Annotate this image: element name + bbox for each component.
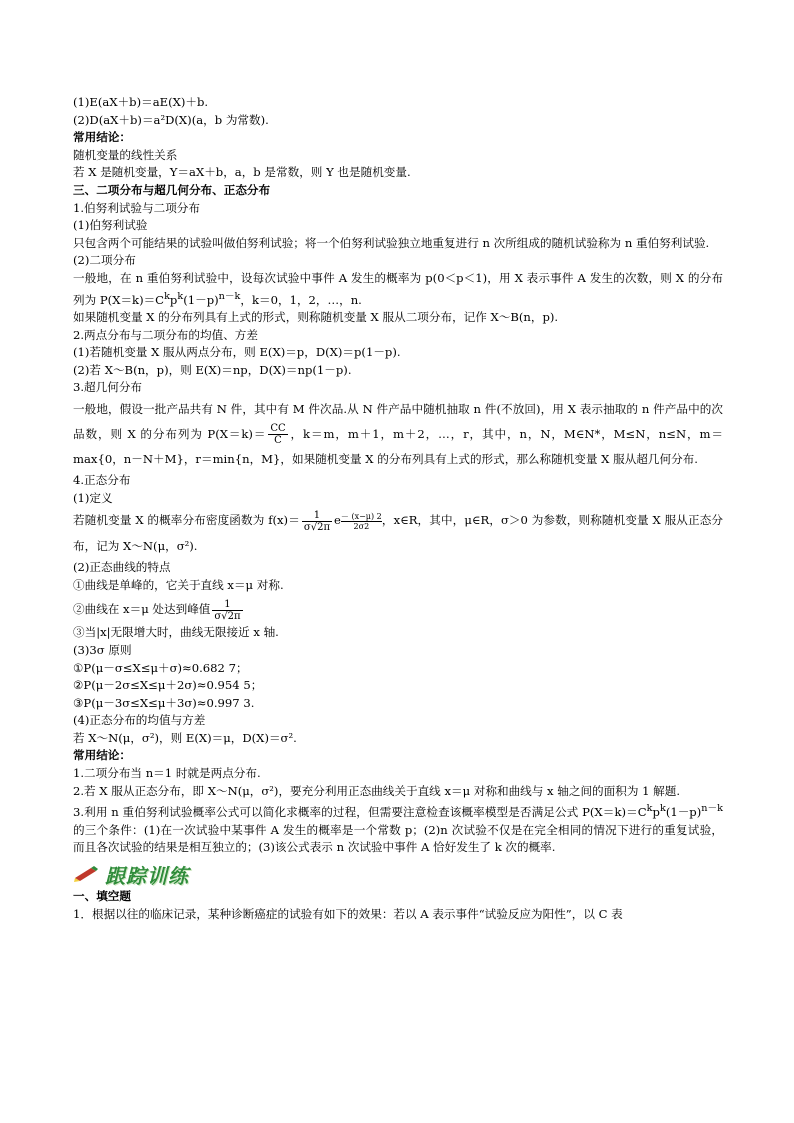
text-line: 2.两点分布与二项分布的均值、方差: [73, 327, 258, 342]
text-line: 随机变量的线性关系: [73, 147, 178, 162]
text-run: 一般地，在 n 重伯努利试验中，设每次试验中事件 A 发生的概率为 p(0＜p＜1)，用 X 表示事件 A 发生的次数，则 X 的分布列为 P(X＝k)＝C: [73, 270, 723, 307]
superscript: k: [659, 803, 666, 815]
text-line: (1)定义: [73, 490, 113, 505]
text-line: (4)正态分布的均值与方差: [73, 713, 206, 728]
text-run: ，k＝0，1，2，…，n.: [240, 292, 362, 307]
fraction: [302, 510, 332, 533]
fraction-denominator: σ√2π: [303, 521, 331, 533]
text-line: ①曲线是单峰的，它关于直线 x＝μ 对称.: [73, 577, 284, 592]
text-line: 若 X 是随机变量，Y＝aX＋b，a，b 是常数，则 Y 也是随机变量.: [73, 165, 411, 180]
fraction-denominator: C: [274, 435, 282, 447]
superscript: n－k: [701, 803, 723, 815]
training-banner: [73, 860, 723, 886]
text-line: 若 X～N(μ，σ²)，则 E(X)＝μ，D(X)＝σ².: [73, 730, 297, 745]
text-run: ②曲线在 x＝μ 处达到峰值: [73, 602, 211, 617]
text-run: p: [652, 805, 660, 820]
text-line: (3)3σ 原则: [73, 642, 132, 657]
fraction-numerator: 1: [302, 510, 332, 522]
exponent: [341, 512, 382, 531]
exponential-base: e: [334, 513, 341, 528]
fraction: [212, 599, 242, 622]
pencil-icon: [73, 864, 99, 882]
section-label: 常用结论：: [73, 748, 131, 763]
text-line: 如果随机变量 X 的分布列具有上式的形式，则称随机变量 X 服从二项分布，记作 X～B(n，p).: [73, 309, 559, 324]
exponent-numerator: － (x−μ) 2: [340, 511, 382, 521]
text-line: (1)E(aX＋b)＝aE(X)＋b.: [73, 95, 209, 109]
section-label: 常用结论：: [73, 130, 131, 145]
paragraph: [73, 270, 723, 309]
text-line: 1.二项分布当 n＝1 时就是两点分布.: [73, 766, 261, 781]
superscript: k: [177, 290, 184, 302]
text-line: ①P(μ－σ≤X≤μ＋σ)≈0.682 7；: [73, 660, 248, 675]
text-run: ，x∈R，其中，μ∈R，σ＞0 为参数，则称随机变量 X 服从正态分布，记为 X～N(μ，σ²).: [73, 513, 723, 554]
fraction-denominator: σ√2π: [214, 610, 241, 622]
text-line: ③P(μ－3σ≤X≤μ＋3σ)≈0.997 3.: [73, 695, 255, 710]
text-line: (2)正态曲线的特点: [73, 560, 171, 575]
question-text: 1．根据以往的临床记录，某种诊断癌症的试验有如下的效果：若以 A 表示事件“试验反应为阳性”，以 C 表: [73, 906, 623, 921]
exponent-denominator: 2σ2: [353, 521, 370, 531]
superscript: n－k: [218, 290, 241, 302]
paragraph: [73, 507, 723, 559]
paragraph: 2.若 X 服从正态分布，即 X～N(μ，σ²)，要充分利用正态曲线关于直线 x＝μ 对称和曲线与 x 轴之间的面积为 1 解题.: [73, 783, 681, 798]
fraction: [268, 423, 287, 446]
text-run: (1－p): [665, 805, 702, 820]
section-heading: 三、二项分布与超几何分布、正态分布: [73, 182, 271, 197]
text-line: 4.正态分布: [73, 472, 131, 487]
paragraph: [73, 397, 723, 472]
text-line: [73, 594, 723, 624]
document-page: [73, 94, 723, 923]
text-line: (2)D(aX＋b)＝a²D(X)(a，b 为常数).: [73, 112, 269, 127]
paragraph: 只包含两个可能结果的试验叫做伯努利试验；将一个伯努利试验独立地重复进行 n 次所组成的随机试验称为 n 重伯努利试验.: [73, 235, 710, 250]
paragraph: [73, 800, 723, 857]
text-run: 3.利用 n 重伯努利试验概率公式可以简化求概率的过程，但需要注意检查该概率模型是否满足公式 P(X＝k)＝C: [73, 805, 647, 820]
text-line: ③当|x|无限增大时，曲线无限接近 x 轴.: [73, 625, 279, 640]
text-run: p: [169, 292, 178, 307]
superscript: k: [646, 803, 653, 815]
section-heading: 一、填空题: [73, 888, 131, 903]
fraction-numerator: 1: [212, 599, 242, 611]
text-line: (1)若随机变量 X 服从两点分布，则 E(X)＝p，D(X)＝p(1－p).: [73, 345, 401, 360]
banner-title: 跟踪训练: [105, 863, 189, 888]
fraction-numerator: CC: [270, 423, 286, 435]
text-line: ②P(μ－2σ≤X≤μ＋2σ)≈0.954 5；: [73, 678, 263, 693]
text-run: (1－p): [183, 292, 219, 307]
text-line: 3.超几何分布: [73, 380, 143, 395]
text-run: 一般地，假设一批产品共有 N 件，其中有 M 件次品.从 N 件产品中随机抽取 n 件(不放回)，用 X 表示抽取的 n 件产品中的次品数，则 X 的分布列为 P(X＝k)＝: [73, 401, 723, 441]
superscript: k: [164, 290, 170, 302]
text-run: ，k＝m，m＋1，m＋2，…，r，其中，n，N，M∈N*，M≤N，n≤N，m＝max{0，n－N＋M}，r＝min{n，M}，如果随机变量 X 的分布列具有上式的形式，那么称随机变量 X 服从超几何分布.: [73, 426, 723, 466]
text-line: (1)伯努利试验: [73, 218, 148, 233]
text-line: (2)若 X～B(n，p)，则 E(X)＝np，D(X)＝np(1－p).: [73, 362, 352, 377]
text-line: (2)二项分布: [73, 253, 136, 268]
text-run: 的三个条件：(1)在一次试验中某事件 A 发生的概率是一个常数 p；(2)n 次试验不仅是在完全相同的情况下进行的重复试验，而且各次试验的结果是相互独立的；(3)该公式表示 n 次试验中事件 A 恰好发生了 k 次的概率.: [73, 822, 723, 855]
text-line: 1.伯努利试验与二项分布: [73, 200, 200, 215]
text-run: 若随机变量 X 的概率分布密度函数为 f(x)＝: [73, 513, 300, 528]
